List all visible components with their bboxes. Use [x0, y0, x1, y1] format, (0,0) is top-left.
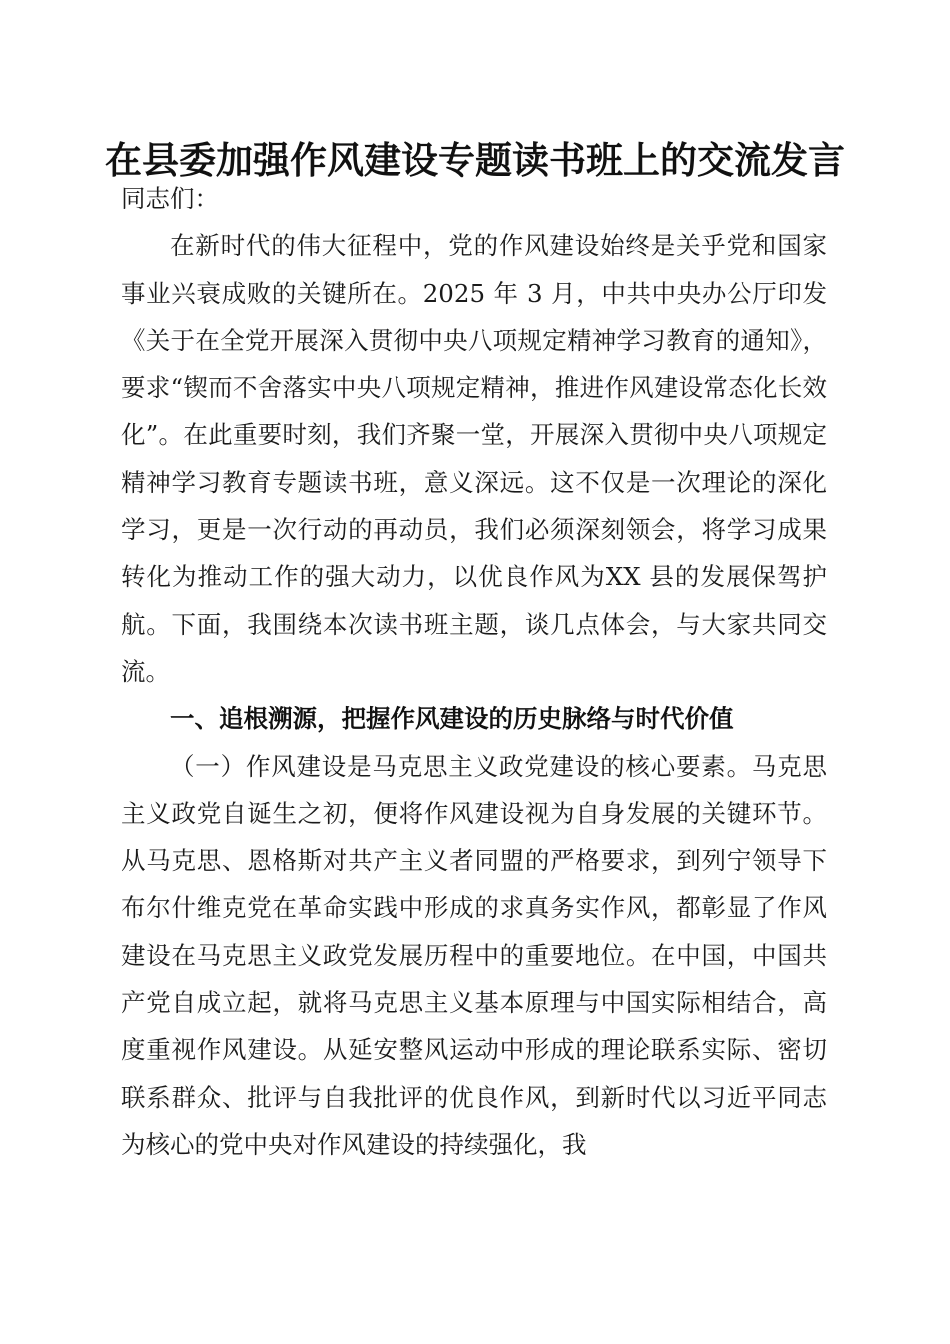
section-heading: 一、追根溯源，把握作风建设的历史脉络与时代价值: [170, 704, 734, 734]
document-title: 在县委加强作风建设专题读书班上的交流发言: [105, 138, 845, 182]
document-body: [121, 175, 827, 1168]
salutation: 同志们：: [121, 184, 219, 213]
section-paragraph: （一）作风建设是马克思主义政党建设的核心要素。马克思主义政党自诞生之初，便将作风建设视为自身发展的关键环节。从马克思、恩格斯对共产主义者同盟的严格要求，到列宁领导下布尔什维克党在革命实践中形成的求真务实作风，都彰显了作风建设在马克思主义政党发展历程中的重要地位。在中国，中国共产党自成立起，就将马克思主义基本原理与中国实际相结合，高度重视作风建设。从延安整风运动中形成的理论联系实际、密切联系群众、批评与自我批评的优良作风，到新时代以习近平同志为核心的党中央对作风建设的持续强化，我: [121, 751, 827, 1159]
intro-paragraph: 在新时代的伟大征程中，党的作风建设始终是关乎党和国家事业兴衰成败的关键所在。2025 年 3 月，中共中央办公厅印发《关于在全党开展深入贯彻中央八项规定精神学习教育的通知》，要求“锲而不舍落实中央八项规定精神，推进作风建设常态化长效化”。在此重要时刻，我们齐聚一堂，开展深入贯彻中央八项规定精神学习教育专题读书班，意义深远。这不仅是一次理论的深化学习，更是一次行动的再动员，我们必须深刻领会，将学习成果转化为推动工作的强大动力，以优良作风为XX 县的发展保驾护航。下面，我围绕本次读书班主题，谈几点体会，与大家共同交流。: [121, 231, 827, 686]
